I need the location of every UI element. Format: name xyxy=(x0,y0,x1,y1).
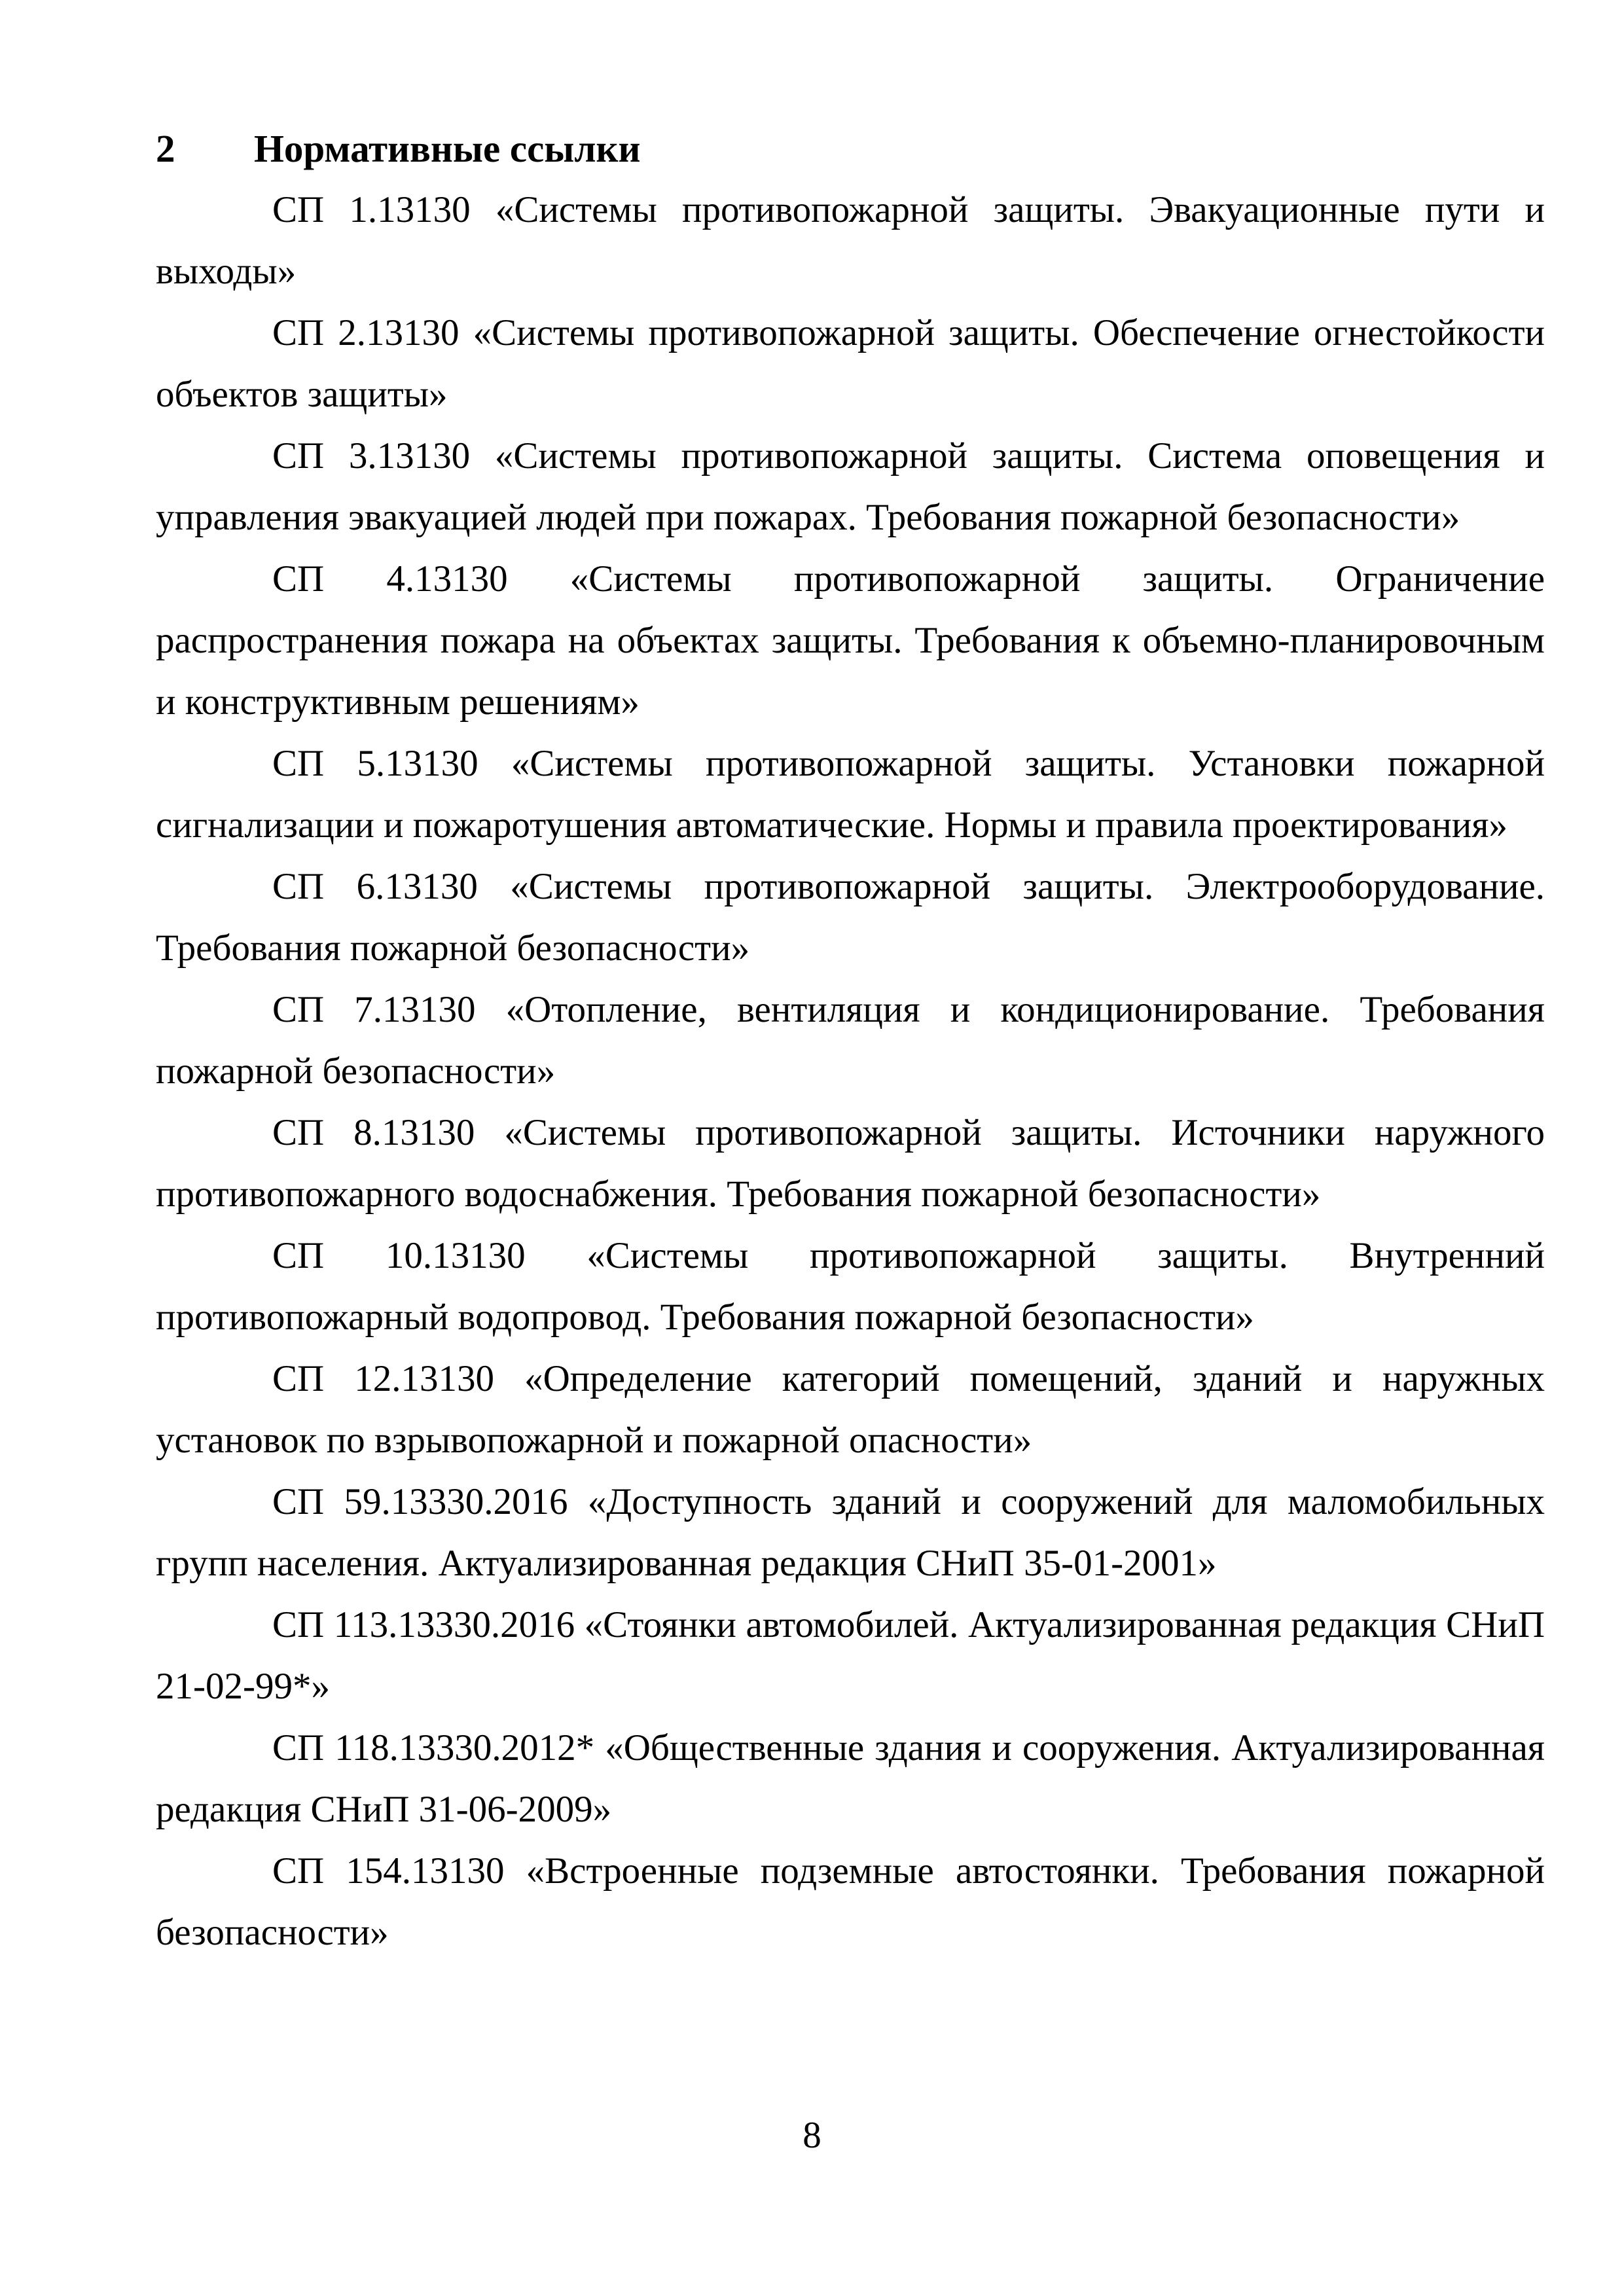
page-number: 8 xyxy=(803,2115,821,2156)
reference-item: СП 8.13130 «Системы противопожарной защиты. Источники наружного противопожарного водоснабжения. Требования пожарной безопасности» xyxy=(156,1112,1545,1215)
reference-item: СП 154.13130 «Встроенные подземные автостоянки. Требования пожарной безопасности» xyxy=(156,1850,1545,1953)
reference-item: СП 10.13130 «Системы противопожарной защиты. Внутренний противопожарный водопровод. Требования пожарной безопасности» xyxy=(156,1235,1545,1338)
section-number: 2 xyxy=(156,127,175,170)
reference-item: СП 12.13130 «Определение категорий помещений, зданий и наружных установок по взрывопожарной и пожарной опасности» xyxy=(156,1358,1545,1461)
reference-item: СП 3.13130 «Системы противопожарной защиты. Система оповещения и управления эвакуацией людей при пожарах. Требования пожарной безопасности» xyxy=(156,435,1545,538)
reference-item: СП 4.13130 «Системы противопожарной защиты. Ограничение распространения пожара на объектах защиты. Требования к объемно-планировочным и конструктивным решениям» xyxy=(156,558,1545,723)
reference-item: СП 7.13130 «Отопление, вентиляция и кондиционирование. Требования пожарной безопасности» xyxy=(156,989,1545,1092)
reference-item: СП 2.13130 «Системы противопожарной защиты. Обеспечение огнестойкости объектов защиты» xyxy=(156,312,1545,415)
section-title: Нормативные ссылки xyxy=(254,127,641,170)
reference-item: СП 5.13130 «Системы противопожарной защиты. Установки пожарной сигнализации и пожаротушения автоматические. Нормы и правила проектирования» xyxy=(156,743,1545,846)
reference-item: СП 118.13330.2012* «Общественные здания и сооружения. Актуализированная редакция СНиП 31-06-2009» xyxy=(156,1727,1545,1830)
reference-item: СП 113.13330.2016 «Стоянки автомобилей. Актуализированная редакция СНиП 21-02-99*» xyxy=(156,1604,1545,1707)
page-content xyxy=(156,118,1545,1964)
reference-item: СП 6.13130 «Системы противопожарной защиты. Электрооборудование. Требования пожарной безопасности» xyxy=(156,866,1545,969)
reference-item: СП 1.13130 «Системы противопожарной защиты. Эвакуационные пути и выходы» xyxy=(156,189,1545,292)
section-heading xyxy=(156,118,1545,179)
reference-item: СП 59.13330.2016 «Доступность зданий и сооружений для маломобильных групп населения. Актуализированная редакция СНиП 35-01-2001» xyxy=(156,1481,1545,1584)
